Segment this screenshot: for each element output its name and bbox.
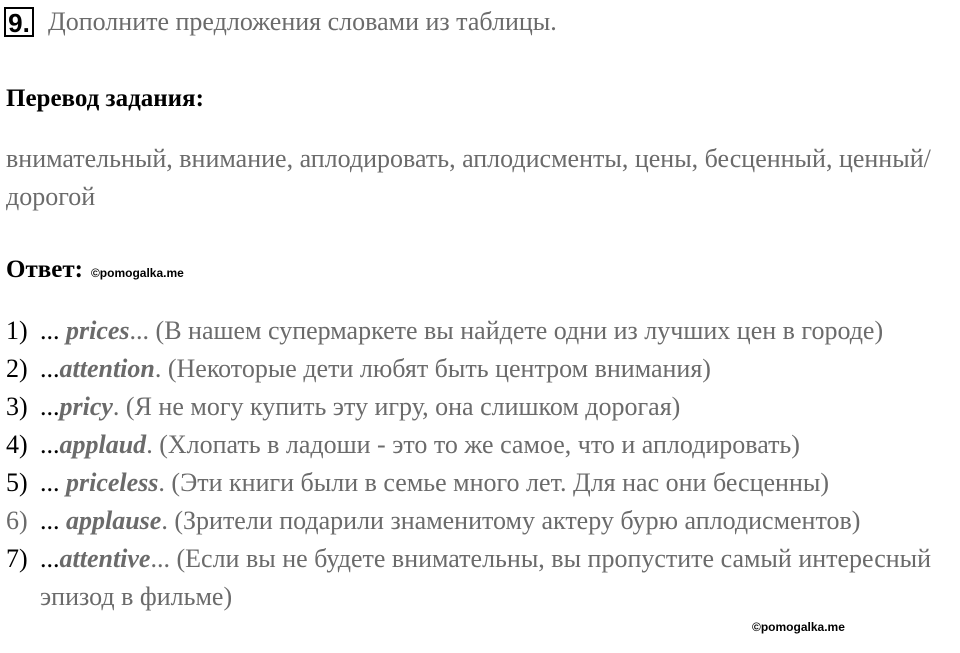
answer-heading-row [6, 256, 184, 284]
answer-body [40, 502, 956, 540]
answer-body [40, 464, 956, 502]
answer-number: 2) [6, 354, 28, 383]
task-number-box: 9. [4, 7, 34, 37]
answer-number: 5) [6, 468, 28, 497]
answers-list [6, 312, 956, 616]
task-header [4, 4, 557, 40]
answer-explanation: . (Хлопать в ладоши - это то же самое, что и аплодировать) [146, 430, 800, 459]
answer-heading: Ответ: [6, 256, 83, 283]
task-instruction: Дополните предложения словами из таблицы. [48, 7, 557, 36]
answer-body [40, 350, 956, 388]
answer-body [40, 540, 956, 616]
translation-heading: Перевод задания: [6, 85, 204, 112]
answer-number: 6) [6, 506, 28, 535]
answer-number: 1) [6, 316, 28, 345]
answer-item [6, 350, 956, 388]
footer-watermark: ©pomogalka.me [752, 620, 845, 634]
answer-item [6, 388, 956, 426]
answer-word: attentive [59, 544, 151, 573]
answer-item [6, 464, 956, 502]
answer-item [6, 540, 956, 616]
answer-prefix: ... [40, 316, 66, 345]
answer-prefix: ... [40, 468, 66, 497]
answer-body [40, 388, 956, 426]
answer-prefix: ... [40, 354, 60, 383]
answer-explanation: . (Зрители подарили знаменитому актеру бурю аплодисментов) [161, 506, 861, 535]
answer-body [40, 426, 956, 464]
answer-word: pricy [59, 392, 113, 421]
answer-explanation: . (Я не могу купить эту игру, она слишком дорогая) [112, 392, 681, 421]
answer-explanation: . (Эти книги были в семье много лет. Для нас они бесценны) [158, 468, 829, 497]
answer-item [6, 312, 956, 350]
watermark: ©pomogalka.me [90, 266, 184, 280]
answer-prefix: ... [40, 430, 60, 459]
translation-text: внимательный, внимание, аплодировать, аплодисменты, цены, бесценный, ценный/дорогой [6, 144, 931, 211]
answer-word: applause [66, 506, 162, 535]
answer-explanation: ... (Если вы не будете внимательны, вы пропустите самый интересный эпизод в фильме) [40, 544, 932, 611]
answer-prefix: ... [40, 544, 60, 573]
answer-prefix: ... [40, 392, 60, 421]
answer-number: 7) [6, 544, 28, 573]
answer-word: prices [66, 316, 130, 345]
answer-body [40, 312, 956, 350]
answer-item [6, 426, 956, 464]
answer-explanation: ... (В нашем супермаркете вы найдете одни из лучших цен в городе) [129, 316, 884, 345]
answer-item [6, 502, 956, 540]
answer-word: attention [59, 354, 155, 383]
answer-number: 3) [6, 392, 28, 421]
answer-prefix: ... [40, 506, 66, 535]
answer-explanation: . (Некоторые дети любят быть центром внимания) [154, 354, 711, 383]
answer-word: priceless [66, 468, 159, 497]
answer-number: 4) [6, 430, 28, 459]
answer-word: applaud [59, 430, 147, 459]
